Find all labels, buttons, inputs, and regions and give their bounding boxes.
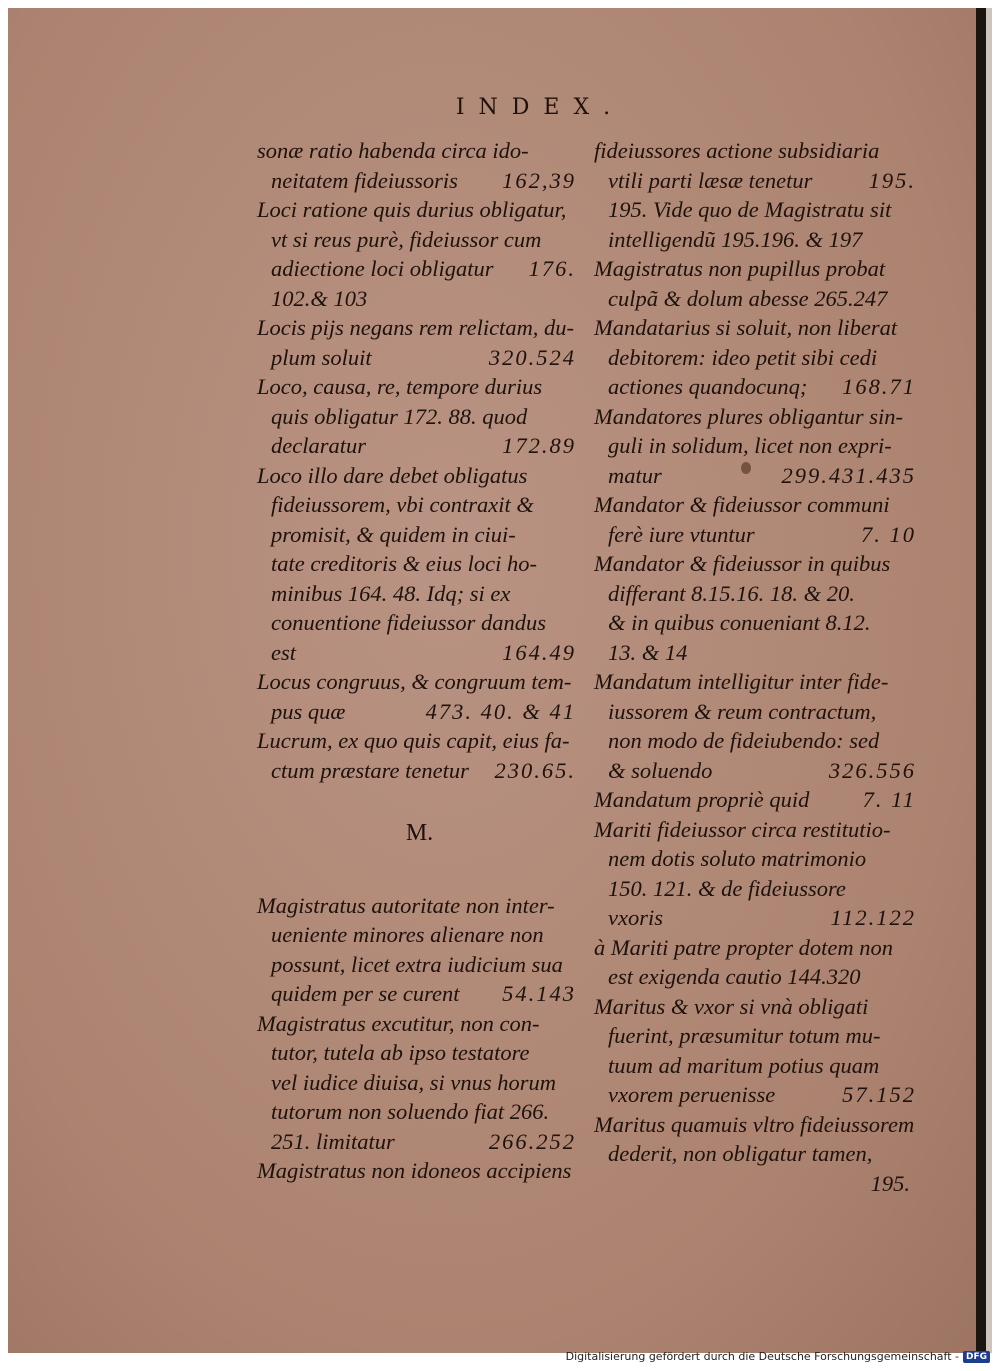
entry-line	[257, 372, 582, 402]
entry-text: Magistratus non pupillus probat	[594, 256, 886, 281]
entry-line	[594, 136, 922, 166]
entry-line	[594, 549, 922, 579]
entry-line	[594, 756, 922, 786]
page-reference: 7. 11	[862, 787, 916, 812]
entry-text: Mariti fideiussor circa restitutio-	[594, 816, 891, 842]
entry-text: adiectione loci obligatur	[271, 256, 494, 281]
entry-text: Magistratus non idoneos accipiens	[257, 1158, 572, 1183]
index-entry	[594, 254, 922, 313]
entry-text: culpã & dolum abesse 265.247	[608, 285, 888, 311]
entry-text: tutor, tutela ab ipso testatore	[271, 1040, 530, 1065]
index-entry	[594, 815, 922, 933]
entry-text: 150. 121. & de fideiussore	[608, 875, 846, 901]
index-entry	[594, 1110, 922, 1169]
index-entries-l	[257, 136, 582, 785]
entry-line	[594, 1021, 922, 1051]
entry-text: 251. limitatur	[271, 1128, 395, 1154]
entry-line	[594, 962, 922, 992]
entry-text: ctum præstare tenetur	[271, 757, 469, 783]
entry-line	[594, 1051, 922, 1081]
entry-line	[594, 402, 922, 432]
entry-text: promisit, & quidem in ciui-	[271, 521, 516, 547]
entry-line	[257, 979, 582, 1009]
index-entry	[257, 1009, 582, 1157]
entry-line	[257, 402, 582, 432]
entry-line	[594, 638, 922, 668]
entry-text: possunt, licet extra iudicium sua	[271, 951, 563, 977]
entry-text: ueniente minores alienare non	[271, 922, 544, 947]
entry-text: matur	[608, 462, 662, 488]
entry-text: tate creditoris & eius loci ho-	[271, 551, 538, 576]
entry-line	[257, 891, 582, 921]
entry-text: Mandatum intelligitur inter fide-	[594, 669, 889, 694]
entry-text: Loco illo dare debet obligatus	[257, 462, 528, 488]
entry-text: Magistratus autoritate non inter-	[257, 892, 555, 918]
entry-line	[257, 313, 582, 343]
entry-line	[257, 1068, 582, 1098]
index-entry	[257, 891, 582, 1009]
left-column	[257, 136, 582, 1186]
entry-text: debitorem: ideo petit sibi cedi	[608, 344, 878, 370]
entry-text: conuentione fideiussor dandus	[271, 610, 546, 635]
entry-text: Mandatum propriè quid	[594, 787, 810, 812]
entry-line	[594, 372, 922, 402]
entry-line	[594, 726, 922, 756]
entry-line	[257, 284, 582, 314]
index-entry	[257, 461, 582, 668]
entry-line	[257, 920, 582, 950]
entry-text: Loci ratione quis durius obligatur,	[257, 197, 567, 222]
index-entries-m	[257, 891, 582, 1186]
entry-line	[594, 225, 922, 255]
entry-text: fideiussorem, vbi contraxit &	[271, 492, 534, 517]
entry-line	[257, 225, 582, 255]
entry-text: quis obligatur 172. 88. quod	[271, 403, 528, 429]
entry-text: declaratur	[271, 433, 366, 458]
entry-line	[257, 343, 582, 373]
entry-text: pus quæ	[271, 698, 346, 724]
entry-line	[594, 1110, 922, 1140]
entry-text: fideiussores actione subsidiaria	[594, 138, 880, 163]
entry-line	[257, 756, 582, 786]
page-reference: 168.71	[842, 374, 916, 399]
entry-text: minibus 164. 48. Idq; si ex	[271, 580, 511, 606]
entry-text: Lucrum, ex quo quis capit, eius fa-	[257, 728, 570, 753]
entry-text: 13. & 14	[608, 639, 688, 665]
page-reference: 54.143	[502, 981, 576, 1006]
entry-line	[257, 549, 582, 579]
index-entry	[257, 136, 582, 195]
entry-text: neitatem fideiussoris	[271, 167, 458, 193]
entry-text: plum soluit	[271, 344, 372, 370]
entry-line	[257, 461, 582, 491]
entry-text: non modo de fideiubendo: sed	[608, 728, 880, 753]
index-entry	[594, 313, 922, 402]
entry-line	[257, 579, 582, 609]
entry-line	[257, 1127, 582, 1157]
index-entry	[594, 667, 922, 785]
page-header: INDEX.	[455, 95, 625, 120]
entry-line	[594, 933, 922, 963]
index-entry	[594, 402, 922, 491]
entry-line	[257, 950, 582, 980]
entry-line	[594, 815, 922, 845]
entry-text: Loco, causa, re, tempore durius	[257, 374, 543, 399]
entry-line	[594, 343, 922, 373]
entry-text: Mandator & fideiussor communi	[594, 492, 890, 517]
index-entry	[594, 136, 922, 254]
page-reference: 172.89	[502, 433, 576, 458]
index-entry	[257, 667, 582, 726]
page-reference: 164.49	[502, 639, 576, 665]
page-reference: 230.65.	[494, 757, 576, 783]
index-entry	[594, 933, 922, 992]
entry-line	[594, 608, 922, 638]
entry-text: differant 8.15.16. 18. & 20.	[608, 580, 855, 606]
entry-line	[594, 844, 922, 874]
entry-text: 195. Vide quo de Magistratu sit	[608, 197, 892, 222]
dfg-logo: DFG	[963, 1351, 990, 1363]
entry-line	[257, 431, 582, 461]
footer-text: Digitalisierung gefördert durch die Deutsche Forschungsgemeinschaft -	[565, 1350, 959, 1363]
entry-text: est exigenda cautio 144.320	[608, 964, 861, 989]
entry-text: vxorem peruenisse	[608, 1082, 776, 1107]
entry-line	[257, 608, 582, 638]
entry-line	[594, 166, 922, 196]
entry-line	[594, 461, 922, 491]
entry-text: quidem per se curent	[271, 981, 460, 1006]
entry-line	[257, 1038, 582, 1068]
footer-credit	[566, 1350, 990, 1363]
page-edge-shadow	[976, 8, 986, 1353]
entry-line	[594, 195, 922, 225]
page-reference: 7. 10	[861, 521, 916, 547]
entry-text: iussorem & reum contractum,	[608, 698, 877, 724]
entry-line	[594, 785, 922, 815]
page-reference: 57.152	[842, 1082, 916, 1107]
entry-line	[257, 1097, 582, 1127]
entry-line	[594, 254, 922, 284]
entry-text: vtili parti læsæ tenetur	[608, 167, 813, 193]
entry-text: Locus congruus, & congruum tem-	[257, 669, 572, 694]
entry-text: actiones quandocunq;	[608, 374, 808, 399]
section-letter: M.	[405, 820, 434, 846]
entry-text: ferè iure vtuntur	[608, 521, 755, 547]
entry-line	[257, 667, 582, 697]
entry-line	[594, 1080, 922, 1110]
entry-text: est	[271, 639, 296, 665]
page-reference: 266.252	[488, 1128, 576, 1154]
entry-text: Locis pijs negans rem relictam, du-	[257, 315, 575, 340]
entry-text: tutorum non soluendo fiat 266.	[271, 1099, 550, 1124]
entry-line	[257, 490, 582, 520]
index-entry	[257, 1156, 582, 1186]
catchword-text: 195.	[870, 1170, 910, 1196]
entry-text: Mandator & fideiussor in quibus	[594, 551, 891, 576]
entry-line	[257, 520, 582, 550]
entry-line	[594, 667, 922, 697]
page-reference: 320.524	[488, 344, 576, 370]
page-reference: 473. 40. & 41	[425, 698, 576, 724]
entry-text: intelligendũ 195.196. & 197	[608, 226, 863, 252]
entry-line	[257, 697, 582, 727]
entry-text: nem dotis soluto matrimonio	[608, 846, 867, 871]
entry-line	[594, 490, 922, 520]
page-reference: 162,39	[502, 167, 576, 193]
entry-line	[257, 1009, 582, 1039]
entry-line	[594, 697, 922, 727]
index-entry	[594, 992, 922, 1110]
entry-text: tuum ad maritum potius quam	[608, 1052, 880, 1078]
entry-line	[594, 874, 922, 904]
entry-line	[594, 431, 922, 461]
entry-line	[594, 313, 922, 343]
page-reference: 112.122	[830, 905, 916, 930]
entry-text: vxoris	[608, 905, 663, 930]
index-entry	[594, 785, 922, 815]
page-reference: 176.	[528, 256, 576, 281]
index-entries-right	[594, 136, 922, 1169]
index-entry	[257, 372, 582, 461]
entry-line	[257, 166, 582, 196]
index-entry	[594, 549, 922, 667]
entry-text: & soluendo	[608, 757, 713, 783]
entry-line	[257, 195, 582, 225]
entry-text: Maritus & vxor si vnà obligati	[594, 993, 869, 1019]
page-reference: 326.556	[828, 757, 916, 783]
entry-text: guli in solidum, licet non expri-	[608, 433, 892, 458]
entry-line	[594, 579, 922, 609]
page-reference: 195.	[868, 167, 916, 193]
index-entry	[257, 726, 582, 785]
entry-text: dederit, non obligatur tamen,	[608, 1141, 873, 1166]
page-reference: 299.431.435	[781, 462, 916, 488]
entry-line	[257, 638, 582, 668]
entry-line	[257, 136, 582, 166]
entry-line	[594, 903, 922, 933]
entry-text: Maritus quamuis vltro fideiussorem	[594, 1111, 915, 1137]
entry-text: Magistratus excutitur, non con-	[257, 1010, 540, 1036]
index-entry	[257, 313, 582, 372]
entry-line	[257, 1156, 582, 1186]
entry-text: vel iudice diuisa, si vnus horum	[271, 1069, 556, 1095]
entry-line	[594, 284, 922, 314]
entry-line	[594, 520, 922, 550]
entry-text: sonæ ratio habenda circa ido-	[257, 138, 529, 163]
entry-text: à Mariti patre propter dotem non	[594, 934, 893, 960]
right-column	[594, 136, 922, 1198]
catchword	[594, 1169, 922, 1199]
entry-text: vt si reus purè, fideiussor cum	[271, 226, 542, 252]
page-edge-margin	[986, 8, 992, 1353]
index-entry	[257, 195, 582, 313]
entry-text: Mandatores plures obligantur sin-	[594, 403, 903, 429]
entry-text: & in quibus conueniant 8.12.	[608, 610, 871, 635]
index-entry	[594, 490, 922, 549]
entry-line	[594, 1139, 922, 1169]
entry-text: 102.& 103	[271, 285, 368, 311]
entry-text: Mandatarius si soluit, non liberat	[594, 315, 898, 340]
entry-line	[257, 726, 582, 756]
entry-line	[257, 254, 582, 284]
entry-line	[594, 992, 922, 1022]
entry-text: fuerint, præsumitur totum mu-	[608, 1023, 881, 1048]
